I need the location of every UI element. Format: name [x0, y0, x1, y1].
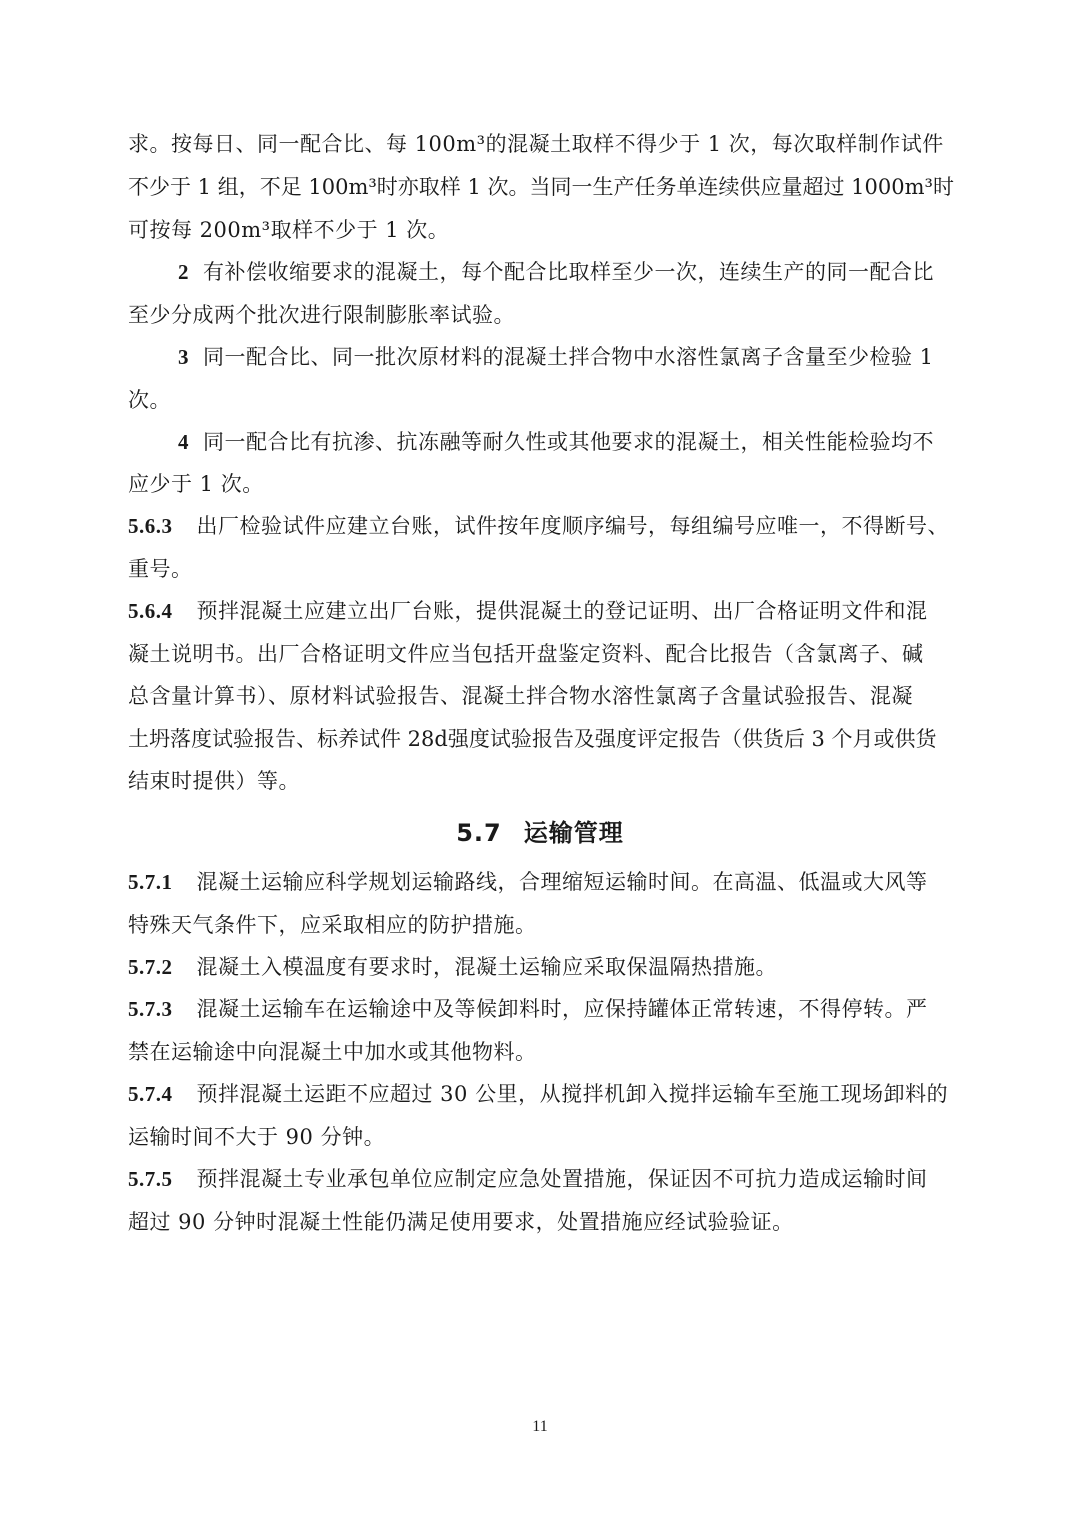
clause-5-7-4-number: 5.7.4 [128, 1082, 173, 1106]
clause-5-7-4-line-1 [128, 1079, 948, 1109]
clause-5-6-4-line-2: 凝土说明书。出厂合格证明文件应当包括开盘鉴定资料、配合比报告（含氯离子、碱 [128, 642, 924, 666]
clause-5-7-1-line-2: 特殊天气条件下，应采取相应的防护措施。 [128, 913, 537, 937]
clause-5-6-4-line-4: 土坍落度试验报告、标养试件 28d强度试验报告及强度评定报告（供货后 3 个月或供货 [128, 727, 937, 751]
item-4-line-1 [178, 427, 934, 457]
intro-line-3: 可按每 200m³取样不少于 1 次。 [128, 218, 450, 242]
clause-5-6-4-line-3: 总含量计算书）、原材料试验报告、混凝土拌合物水溶性氯离子含量试验报告、混凝 [128, 684, 913, 708]
clause-5-7-1-text-1: 混凝土运输应科学规划运输路线，合理缩短运输时间。在高温、低温或大风等 [196, 870, 928, 894]
clause-5-7-2-number: 5.7.2 [128, 955, 173, 979]
clause-5-7-4-text-1: 预拌混凝土运距不应超过 30 公里，从搅拌机卸入搅拌运输车至施工现场卸料的 [196, 1082, 949, 1106]
clause-5-7-3-number: 5.7.3 [128, 997, 173, 1021]
section-title: 运输管理 [523, 819, 624, 847]
item-2-number: 2 [178, 260, 189, 284]
section-heading [0, 816, 1080, 850]
clause-5-7-2-line-1 [128, 952, 777, 982]
clause-5-7-5-line-1 [128, 1164, 928, 1194]
clause-5-7-5-number: 5.7.5 [128, 1167, 173, 1191]
clause-5-6-4-number: 5.6.4 [128, 599, 173, 623]
item-4-text-1: 同一配合比有抗渗、抗冻融等耐久性或其他要求的混凝土，相关性能检验均不 [203, 430, 934, 454]
item-3-text-1: 同一配合比、同一批次原材料的混凝土拌合物中水溶性氯离子含量至少检验 1 [203, 345, 934, 369]
clause-5-7-1-number: 5.7.1 [128, 870, 173, 894]
intro-line-2: 不少于 1 组，不足 100m³时亦取样 1 次。当同一生产任务单连续供应量超过 1000m³时 [128, 175, 954, 199]
clause-5-7-5-text-1: 预拌混凝土专业承包单位应制定应急处置措施，保证因不可抗力造成运输时间 [196, 1167, 928, 1191]
clause-5-6-3-number: 5.6.3 [128, 514, 173, 538]
item-2-line-1 [178, 257, 934, 287]
clause-5-6-3-text-1: 出厂检验试件应建立台账，试件按年度顺序编号，每组编号应唯一，不得断号、 [196, 514, 949, 538]
clause-5-6-3-line-2: 重号。 [128, 557, 193, 581]
item-4-line-2: 应少于 1 次。 [128, 472, 264, 496]
item-2-line-2: 至少分成两个批次进行限制膨胀率试验。 [128, 303, 515, 327]
clause-5-7-3-line-2: 禁在运输途中向混凝土中加水或其他物料。 [128, 1040, 537, 1064]
item-3-line-1 [178, 342, 934, 372]
clause-5-7-5-line-2: 超过 90 分钟时混凝土性能仍满足使用要求，处置措施应经试验验证。 [128, 1210, 794, 1234]
clause-5-7-2-text-1: 混凝土入模温度有要求时，混凝土运输应采取保温隔热措施。 [196, 955, 777, 979]
item-4-number: 4 [178, 430, 189, 454]
clause-5-7-4-line-2: 运输时间不大于 90 分钟。 [128, 1125, 386, 1149]
page-number: 11 [532, 1418, 548, 1435]
clause-5-6-3-line-1 [128, 511, 949, 541]
item-2-text-1: 有补偿收缩要求的混凝土，每个配合比取样至少一次，连续生产的同一配合比 [203, 260, 934, 284]
clause-5-6-4-line-5: 结束时提供）等。 [128, 769, 300, 793]
intro-line-1: 求。按每日、同一配合比、每 100m³的混凝土取样不得少于 1 次，每次取样制作试件 [128, 132, 944, 156]
clause-5-7-3-line-1 [128, 994, 928, 1024]
section-number: 5.7 [456, 819, 502, 847]
clause-5-7-3-text-1: 混凝土运输车在运输途中及等候卸料时，应保持罐体正常转速，不得停转。严 [196, 997, 928, 1021]
clause-5-6-4-line-1 [128, 596, 928, 626]
item-3-line-2: 次。 [128, 388, 171, 412]
clause-5-7-1-line-1 [128, 867, 928, 897]
item-3-number: 3 [178, 345, 189, 369]
clause-5-6-4-text-1: 预拌混凝土应建立出厂台账，提供混凝土的登记证明、出厂合格证明文件和混 [196, 599, 928, 623]
